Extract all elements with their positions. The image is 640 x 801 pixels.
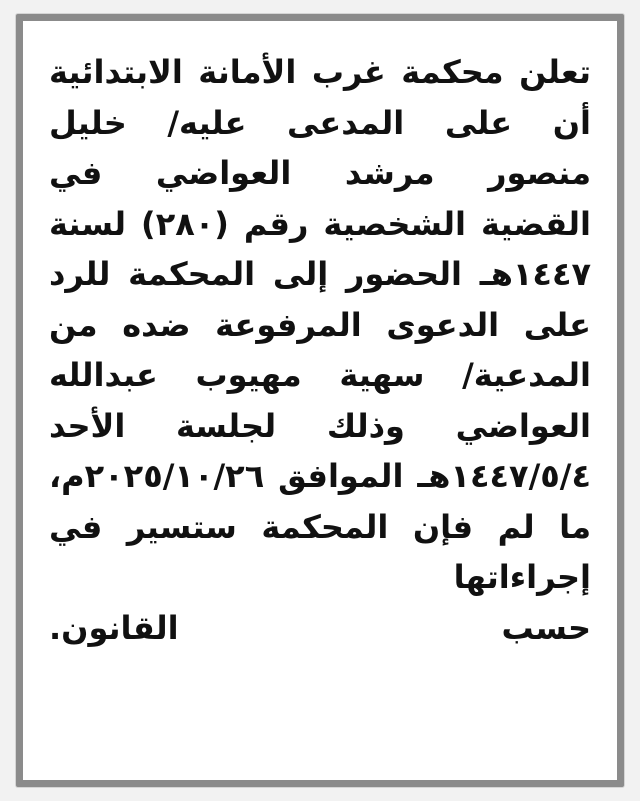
notice-closing-line: حسب القانون.	[49, 609, 591, 648]
notice-body-text: تعلن محكمة غرب الأمانة الابتدائية أن على المدعى عليه/ خليل منصور مرشد العواضي في القضية الشخصية رقم (٢٨٠) لسنة ١٤٤٧هـ الحضور إلى المحكمة للرد على الدعوى المرفوعة ضده من المدعية/ سهية مهيوب عبدالله العواضي وذلك لجلسة الأحد ١٤٤٧/٥/٤هـ الموافق ٢٠٢٥/١٠/٢٦م، ما لم فإن المحكمة ستسير في إجراءاتها	[35, 53, 592, 597]
notice-frame	[16, 14, 624, 787]
